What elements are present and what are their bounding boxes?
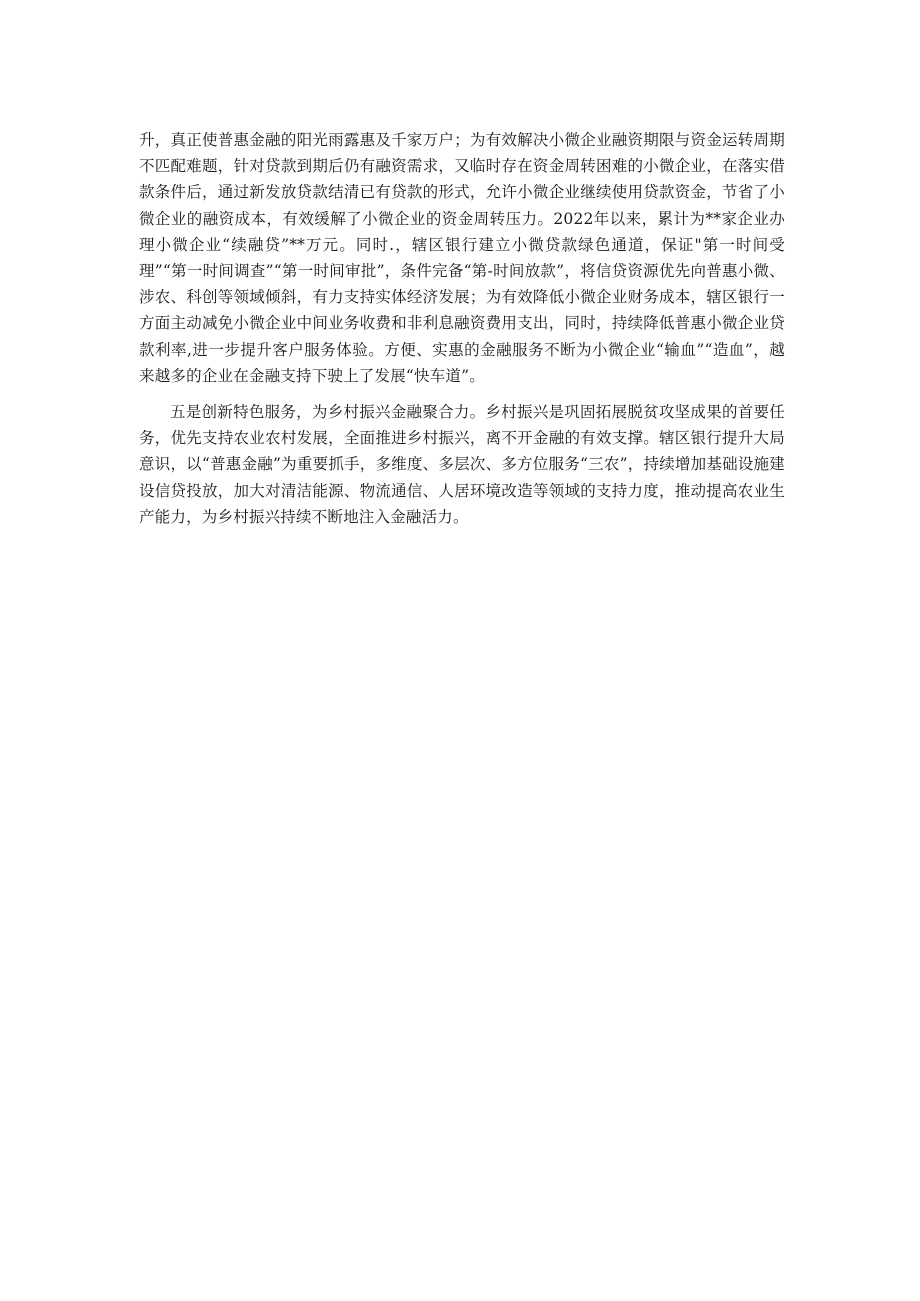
document-body — [139, 127, 785, 530]
paragraph-rural-revitalization: 五是创新特色服务，为乡村振兴金融聚合力。乡村振兴是巩固拓展脱贫攻坚成果的首要任务，优先支持农业农村发展，全面推进乡村振兴，离不开金融的有效支撑。辖区银行提升大局意识，以“普惠金融”为重要抓手，多维度、多层次、多方位服务“三农”，持续增加基础设施建设信贷投放，加大对清洁能源、物流通信、人居环境改造等领域的支持力度，推动提高农业生产能力，为乡村振兴持续不断地注入金融活力。 — [139, 403, 785, 526]
paragraph-continued: 升，真正使普惠金融的阳光雨露惠及千家万户；为有效解决小微企业融资期限与资金运转周期不匹配难题，针对贷款到期后仍有融资需求，又临时存在资金周转困难的小微企业，在落实借款条件后，通过新发放贷款结清已有贷款的形式，允许小微企业继续使用贷款资金，节省了小微企业的融资成本，有效缓解了小微企业的资金周转压力。2022年以来，累计为**家企业办理小微企业“续融贷”**万元。同时.，辖区银行建立小微贷款绿色通道，保证"第一时间受理”“第一时间调查”“第一时间审批”，条件完备“第-时间放款”，将信贷资源优先向普惠小微、涉农、科创等领域倾斜，有力支持实体经济发展；为有效降低小微企业财务成本，辖区银行一方面主动减免小微企业中间业务收费和非利息融资费用支出，同时，持续降低普惠小微企业贷款利率,进一步提升客户服务体验。方便、实惠的金融服务不断为小微企业“输血”“造血”，越来越多的企业在金融支持下驶上了发展“快车道”。 — [139, 131, 785, 385]
